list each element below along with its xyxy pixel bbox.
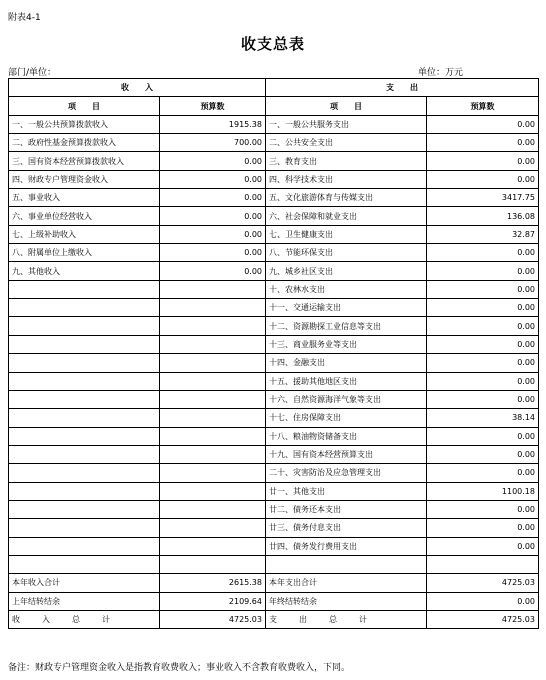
income-value-cell: 0.00	[160, 189, 266, 207]
expense-item-cell: 十一、交通运输支出	[266, 299, 427, 317]
expense-item-cell: 廿三、债务付息支出	[266, 519, 427, 537]
income-value-cell: 0.00	[160, 244, 266, 262]
table-row	[9, 170, 539, 188]
income-item-cell: 七、上级补助收入	[9, 225, 160, 243]
income-value-cell	[160, 427, 266, 445]
income-item-cell	[9, 464, 160, 482]
income-item-cell	[9, 555, 160, 573]
table-row	[9, 335, 539, 353]
expense-value-cell: 0.00	[427, 317, 539, 335]
table-row	[9, 207, 539, 225]
expense-item-cell	[266, 555, 427, 573]
expense-value-cell: 0.00	[427, 372, 539, 390]
expense-item-cell: 廿一、其他支出	[266, 482, 427, 500]
table-row	[9, 244, 539, 262]
table-row	[9, 519, 539, 537]
expense-value-cell: 0.00	[427, 244, 539, 262]
table-row	[9, 574, 539, 592]
table-row	[9, 592, 539, 610]
expense-value-cell: 0.00	[427, 280, 539, 298]
income-item-cell: 八、附属单位上缴收入	[9, 244, 160, 262]
expense-item-cell: 廿二、债务还本支出	[266, 500, 427, 518]
table-row	[9, 134, 539, 152]
expense-item-cell: 十七、住房保障支出	[266, 409, 427, 427]
income-item-cell: 三、国有资本经营预算拨款收入	[9, 152, 160, 170]
income-item-cell: 四、财政专户管理资金收入	[9, 170, 160, 188]
expense-item-cell: 十四、金融支出	[266, 354, 427, 372]
income-item-cell: 上年结转结余	[9, 592, 160, 610]
expense-item-cell: 十八、粮油物资储备支出	[266, 427, 427, 445]
income-item-cell	[9, 335, 160, 353]
income-value-cell: 0.00	[160, 207, 266, 225]
income-item-cell: 收入总计	[9, 610, 160, 628]
expense-item-cell: 五、文化旅游体育与传媒支出	[266, 189, 427, 207]
expense-value-cell: 4725.03	[427, 610, 539, 628]
expense-item-col-header: 项 目	[266, 97, 427, 115]
income-value-cell	[160, 390, 266, 408]
income-value-cell: 2615.38	[160, 574, 266, 592]
expense-item-cell: 十九、国有资本经营预算支出	[266, 445, 427, 463]
expense-value-cell: 0.00	[427, 592, 539, 610]
income-value-cell: 0.00	[160, 262, 266, 280]
expense-item-cell: 二、公共安全支出	[266, 134, 427, 152]
table-row	[9, 409, 539, 427]
income-value-cell	[160, 445, 266, 463]
income-item-cell	[9, 280, 160, 298]
table-row	[9, 555, 539, 573]
attachment-label: 附表4-1	[8, 13, 41, 23]
table-row	[9, 115, 539, 133]
income-value-cell	[160, 464, 266, 482]
expense-item-cell: 二十、灾害防治及应急管理支出	[266, 464, 427, 482]
table-row	[9, 299, 539, 317]
table-row	[9, 500, 539, 518]
table-row	[9, 537, 539, 555]
expense-item-cell: 六、社会保障和就业支出	[266, 207, 427, 225]
expense-value-cell: 0.00	[427, 500, 539, 518]
income-value-cell	[160, 372, 266, 390]
expense-item-cell: 廿四、债务发行费用支出	[266, 537, 427, 555]
expense-value-cell: 0.00	[427, 537, 539, 555]
table-column-header	[9, 97, 539, 115]
expense-value-cell: 0.00	[427, 354, 539, 372]
table-row	[9, 317, 539, 335]
income-item-cell	[9, 409, 160, 427]
expense-item-cell: 九、城乡社区支出	[266, 262, 427, 280]
table-row	[9, 280, 539, 298]
expense-value-cell: 0.00	[427, 262, 539, 280]
income-item-cell: 五、事业收入	[9, 189, 160, 207]
income-budget-col-header: 预算数	[160, 97, 266, 115]
income-value-cell	[160, 354, 266, 372]
income-value-cell: 4725.03	[160, 610, 266, 628]
expense-item-cell: 支出总计	[266, 610, 427, 628]
expense-item-cell: 十二、资源勘探工业信息等支出	[266, 317, 427, 335]
table-row	[9, 225, 539, 243]
expense-value-cell: 0.00	[427, 335, 539, 353]
income-item-cell	[9, 299, 160, 317]
income-item-cell	[9, 537, 160, 555]
expense-value-cell: 4725.03	[427, 574, 539, 592]
income-item-cell	[9, 372, 160, 390]
income-item-col-header: 项 目	[9, 97, 160, 115]
expense-item-cell: 四、科学技术支出	[266, 170, 427, 188]
expense-item-cell: 十六、自然资源海洋气象等支出	[266, 390, 427, 408]
income-header: 收 入	[9, 79, 266, 97]
income-item-cell	[9, 500, 160, 518]
income-value-cell: 0.00	[160, 170, 266, 188]
expense-value-cell: 0.00	[427, 115, 539, 133]
expense-value-cell: 0.00	[427, 152, 539, 170]
income-value-cell	[160, 500, 266, 518]
expense-budget-col-header: 预算数	[427, 97, 539, 115]
income-value-cell	[160, 317, 266, 335]
income-value-cell	[160, 555, 266, 573]
expense-value-cell: 32.87	[427, 225, 539, 243]
income-item-cell	[9, 519, 160, 537]
income-item-cell: 一、一般公共预算拨款收入	[9, 115, 160, 133]
footnote: 备注：财政专户管理资金收入是指教育收费收入；事业收入不含教育收费收入，下同。	[8, 663, 351, 673]
expense-value-cell: 0.00	[427, 519, 539, 537]
expense-value-cell: 38.14	[427, 409, 539, 427]
income-value-cell	[160, 335, 266, 353]
table-row	[9, 372, 539, 390]
table-row	[9, 482, 539, 500]
department-label: 部门/单位：	[8, 68, 57, 78]
income-item-cell: 二、政府性基金预算拨款收入	[9, 134, 160, 152]
expense-item-cell: 本年支出合计	[266, 574, 427, 592]
expense-header: 支 出	[266, 79, 539, 97]
income-value-cell	[160, 537, 266, 555]
income-item-cell: 本年收入合计	[9, 574, 160, 592]
budget-summary-table	[8, 78, 539, 629]
expense-value-cell: 0.00	[427, 299, 539, 317]
income-value-cell: 0.00	[160, 152, 266, 170]
table-row	[9, 262, 539, 280]
income-value-cell	[160, 280, 266, 298]
income-item-cell	[9, 427, 160, 445]
unit-label: 单位：万元	[418, 68, 464, 78]
table-row	[9, 445, 539, 463]
income-item-cell	[9, 390, 160, 408]
income-item-cell	[9, 445, 160, 463]
page-title: 收支总表	[240, 35, 305, 53]
table-row	[9, 390, 539, 408]
expense-value-cell	[427, 555, 539, 573]
income-item-cell	[9, 317, 160, 335]
expense-value-cell: 0.00	[427, 170, 539, 188]
table-row	[9, 152, 539, 170]
expense-item-cell: 一、一般公共服务支出	[266, 115, 427, 133]
expense-item-cell: 八、节能环保支出	[266, 244, 427, 262]
expense-value-cell: 1100.18	[427, 482, 539, 500]
expense-value-cell: 0.00	[427, 134, 539, 152]
income-value-cell	[160, 482, 266, 500]
table-row	[9, 354, 539, 372]
table-row	[9, 427, 539, 445]
expense-value-cell: 0.00	[427, 390, 539, 408]
income-value-cell: 700.00	[160, 134, 266, 152]
expense-value-cell: 0.00	[427, 464, 539, 482]
income-item-cell	[9, 354, 160, 372]
income-item-cell: 六、事业单位经营收入	[9, 207, 160, 225]
expense-value-cell: 0.00	[427, 427, 539, 445]
expense-item-cell: 年终结转结余	[266, 592, 427, 610]
income-value-cell: 0.00	[160, 225, 266, 243]
expense-item-cell: 三、教育支出	[266, 152, 427, 170]
table-section-header	[9, 79, 539, 97]
income-value-cell	[160, 409, 266, 427]
income-value-cell	[160, 299, 266, 317]
expense-item-cell: 十、农林水支出	[266, 280, 427, 298]
expense-value-cell: 3417.75	[427, 189, 539, 207]
income-item-cell	[9, 482, 160, 500]
income-item-cell: 九、其他收入	[9, 262, 160, 280]
expense-item-cell: 十三、商业服务业等支出	[266, 335, 427, 353]
table-row	[9, 464, 539, 482]
table-row	[9, 610, 539, 628]
table-row	[9, 189, 539, 207]
income-value-cell: 1915.38	[160, 115, 266, 133]
income-value-cell: 2109.64	[160, 592, 266, 610]
expense-value-cell: 0.00	[427, 445, 539, 463]
income-value-cell	[160, 519, 266, 537]
expense-value-cell: 136.08	[427, 207, 539, 225]
expense-item-cell: 七、卫生健康支出	[266, 225, 427, 243]
expense-item-cell: 十五、援助其他地区支出	[266, 372, 427, 390]
